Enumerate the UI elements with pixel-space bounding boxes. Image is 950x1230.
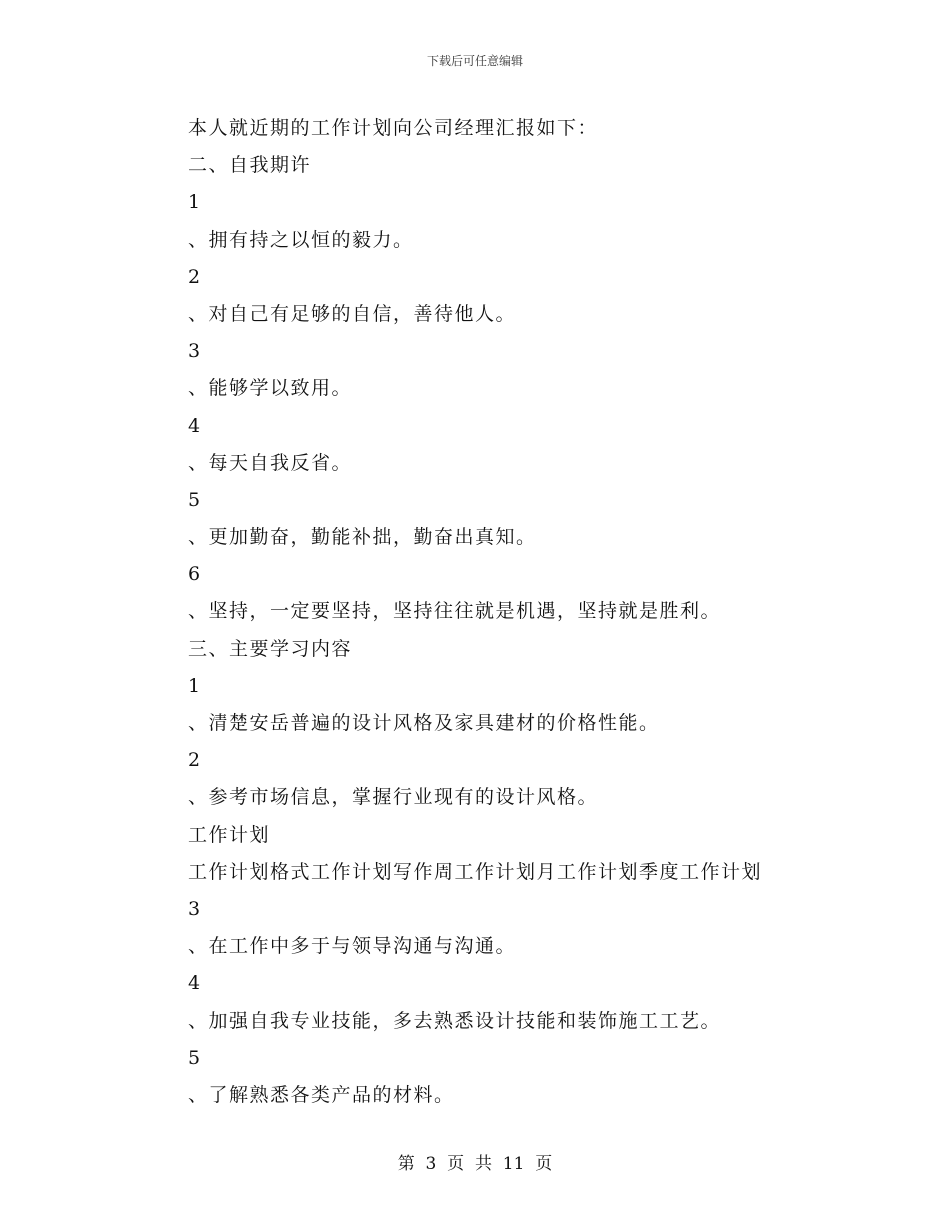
- inserted-label: 工作计划: [188, 823, 271, 846]
- list-item: 、能够学以致用。: [188, 377, 353, 400]
- list-number: 1: [188, 191, 201, 214]
- list-number: 3: [188, 897, 201, 920]
- list-number: 1: [188, 674, 201, 697]
- list-item: 、拥有持之以恒的毅力。: [188, 228, 414, 251]
- section-heading-self-expectation: 二、自我期许: [188, 154, 312, 177]
- list-item: 、坚持，一定要坚持，坚持往往就是机遇，坚持就是胜利。: [188, 600, 722, 623]
- page-number-footer: 第 3 页 共 11 页: [397, 1154, 553, 1174]
- list-number: 3: [188, 340, 201, 363]
- list-number: 2: [188, 265, 201, 288]
- page-header: 下载后可任意编辑: [426, 54, 523, 68]
- section-heading-study-content: 三、主要学习内容: [188, 637, 353, 660]
- inserted-keywords: 工作计划格式工作计划写作周工作计划月工作计划季度工作计划: [188, 860, 763, 883]
- list-item: 、在工作中多于与领导沟通与沟通。: [188, 935, 517, 958]
- intro-line: 本人就近期的工作计划向公司经理汇报如下：: [188, 117, 599, 139]
- list-number: 4: [188, 972, 201, 995]
- list-number: 5: [188, 1046, 201, 1069]
- list-number: 6: [188, 563, 201, 586]
- list-item: 、加强自我专业技能，多去熟悉设计技能和装饰施工工艺。: [188, 1009, 722, 1032]
- list-item: 、更加勤奋，勤能补拙，勤奋出真知。: [188, 526, 537, 549]
- document-body: [188, 110, 888, 1114]
- list-item: 、每天自我反省。: [188, 451, 353, 474]
- list-number: 4: [188, 414, 201, 437]
- list-item: 、了解熟悉各类产品的材料。: [188, 1083, 455, 1106]
- list-item: 、对自己有足够的自信，善待他人。: [188, 302, 517, 325]
- list-number: 5: [188, 488, 201, 511]
- list-item: 、清楚安岳普遍的设计风格及家具建材的价格性能。: [188, 712, 660, 734]
- list-item: 、参考市场信息，掌握行业现有的设计风格。: [188, 786, 599, 809]
- list-number: 2: [188, 749, 201, 772]
